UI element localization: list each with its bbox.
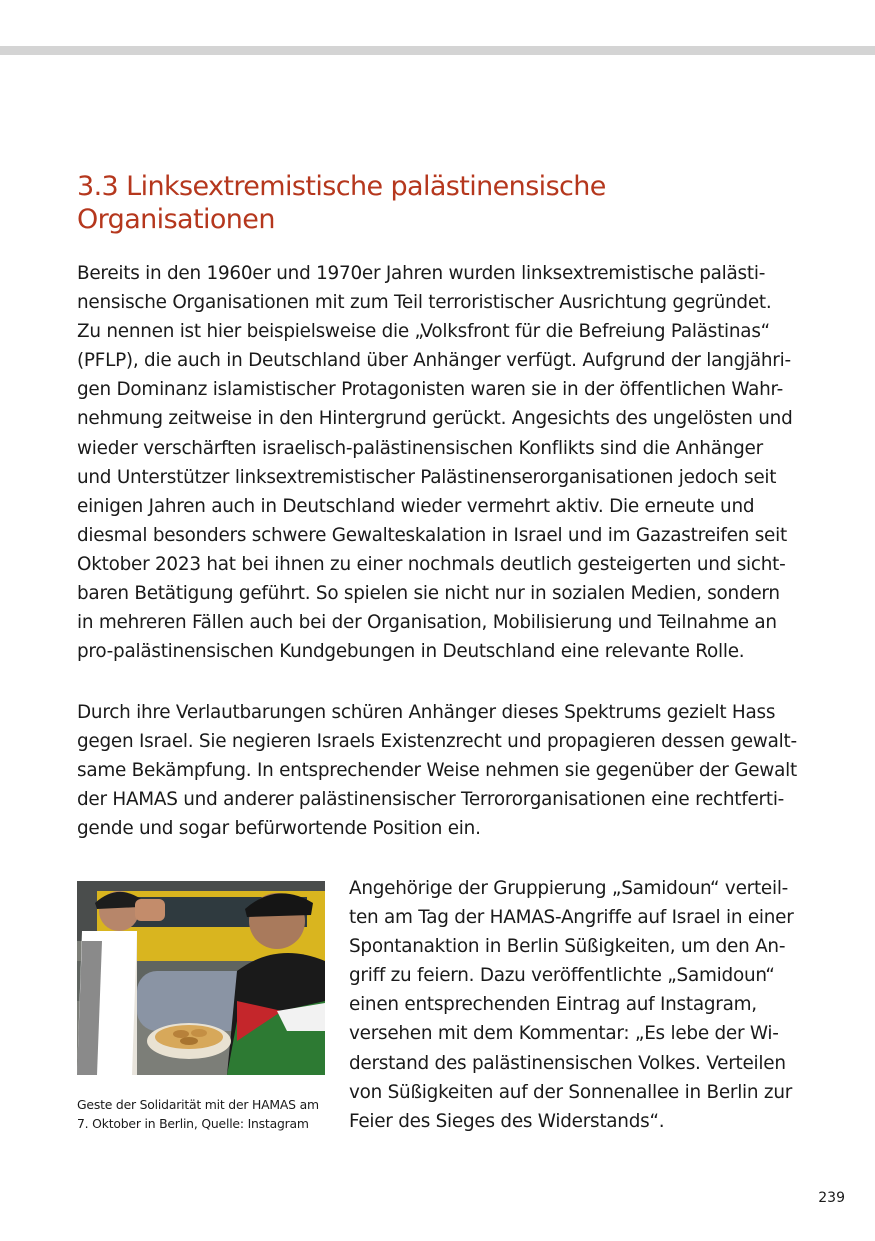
paragraph-1: Bereits in den 1960er und 1970er Jahren wurden linksextremistische palästi- nensische Organisationen mit zum Teil terroristischer Ausrichtung gegründet. Zu nennen ist hier beispielsweise die „Volksfront für die Befreiung Palästinas“ (PFLP), die auch in Deutschland über Anhänger verfügt. Aufgrund der langjähri- gen Dominanz islamistischer Protagonisten waren sie in der öffentlichen Wahr- nehmung zeitweise in den Hintergrund gerückt. Angesichts des ungelösten und wieder verschärften israelisch-palästinensischen Konflikts sind die Anhänger und Unterstützer linksextremistischer Palästinenserorganisationen jedoch seit einigen Jahren auch in Deutschland wieder vermehrt aktiv. Die erneute und diesmal besonders schwere Gewalteskalation in Israel und im Gazastreifen seit Oktober 2023 hat bei ihnen zu einer nochmals deutlich gesteigerten und sicht- baren Betätigung geführt. So spielen sie nicht nur in sozialen Medien, sondern in mehreren Fällen auch bei der Organisation, Mobilisierung und Teilnahme an pro-palästinensischen Kundgebungen in Deutschland eine relevante Rolle. — [77, 263, 793, 663]
section-heading: 3.3 Linksextremistische palästinensische Organisationen — [77, 171, 606, 235]
top-rule — [0, 46, 875, 55]
paragraph-3: Angehörige der Gruppierung „Samidoun“ verteil- ten am Tag der HAMAS-Angriffe auf Israel in einer Spontanaktion in Berlin Süßigkeiten, um den An- griff zu feiern. Dazu veröffentlichte „Samidoun“ einen entsprechenden Eintrag auf Instagram, versehen mit dem Kommentar: „Es lebe der Wi- derstand des palästinensischen Volkes. Verteilen von Süßigkeiten auf der Sonnenallee in Berlin zur Feier des Sieges des Widerstands“. — [349, 878, 794, 1132]
figure-caption: Geste der Solidarität mit der HAMAS am 7. Oktober in Berlin, Quelle: Instagram — [77, 1097, 319, 1131]
page-number: 239 — [818, 1190, 845, 1206]
figure-photo — [77, 881, 325, 1075]
paragraph-2: Durch ihre Verlautbarungen schüren Anhänger dieses Spektrums gezielt Hass gegen Israel. Sie negieren Israels Existenzrecht und propagieren dessen gewalt- same Bekämpfung. In entsprechender Weise nehmen sie gegenüber der Gewalt der HAMAS und anderer palästinensischer Terrororganisationen eine rechtferti- gende und sogar befürwortende Position ein. — [77, 702, 797, 840]
